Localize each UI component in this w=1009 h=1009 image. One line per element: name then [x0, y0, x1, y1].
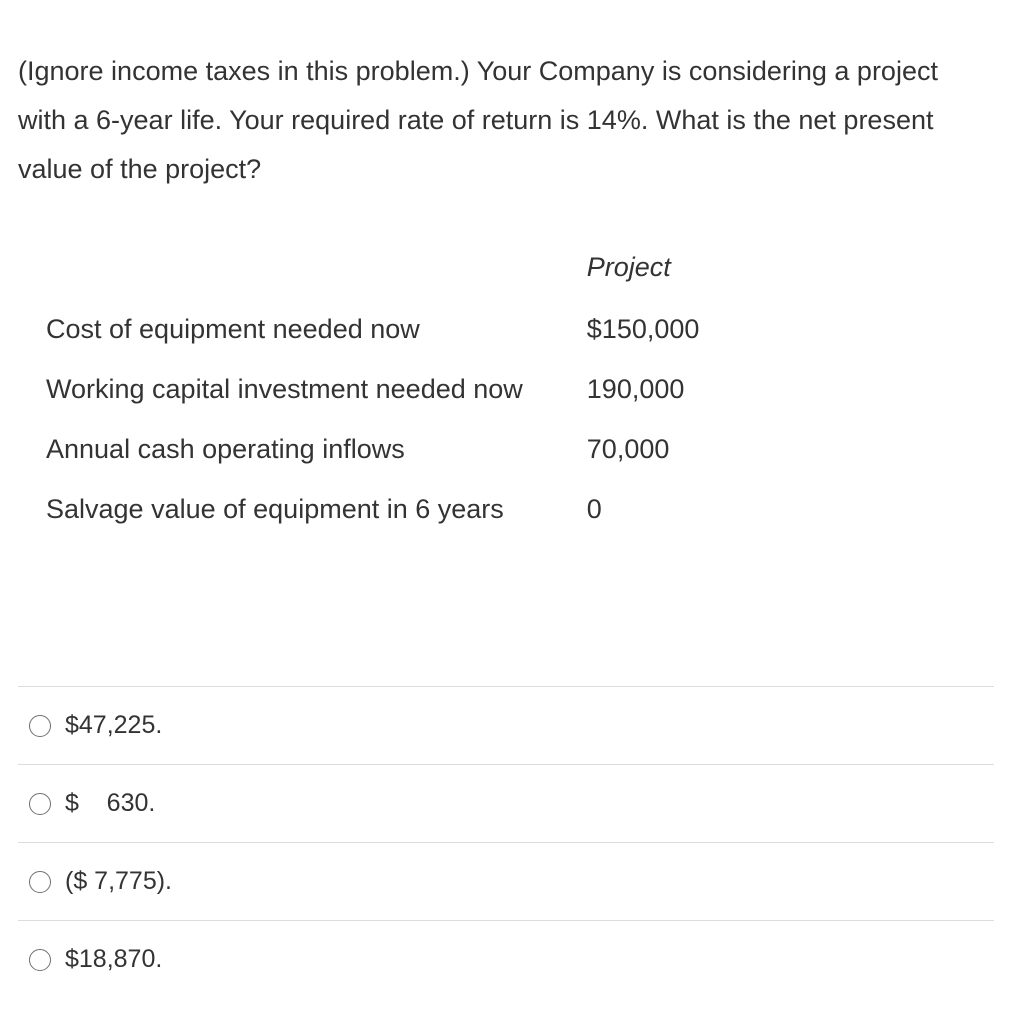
choice-label: $ 630.: [65, 789, 156, 817]
table-row: [30, 479, 715, 539]
choice-label: $47,225.: [65, 711, 163, 739]
table-row: [30, 299, 715, 359]
answer-choice-b[interactable]: [18, 764, 994, 842]
row-label: Salvage value of equipment in 6 years: [46, 493, 504, 524]
table-header-row: [30, 235, 715, 299]
answer-choice-c[interactable]: [18, 842, 994, 920]
row-value: 190,000: [586, 373, 685, 404]
answer-choice-a[interactable]: [18, 686, 994, 764]
row-label: Working capital investment needed now: [46, 373, 523, 404]
radio-button[interactable]: [29, 871, 51, 893]
row-value: 0: [586, 493, 602, 524]
row-value: $150,000: [586, 313, 700, 344]
table-row: [30, 419, 715, 479]
choice-label: $18,870.: [65, 945, 163, 973]
answer-choice-d[interactable]: [18, 920, 994, 998]
project-column-header: Project: [586, 251, 671, 282]
choice-label: ($ 7,775).: [65, 867, 173, 895]
radio-button[interactable]: [29, 715, 51, 737]
answer-choices: [18, 686, 994, 998]
row-label: Annual cash operating inflows: [46, 433, 405, 464]
table-row: [30, 359, 715, 419]
project-data-table: [30, 235, 715, 539]
radio-button[interactable]: [29, 793, 51, 815]
radio-button[interactable]: [29, 949, 51, 971]
row-label: Cost of equipment needed now: [46, 313, 420, 344]
row-label-header: [30, 235, 539, 299]
question-text: (Ignore income taxes in this problem.) Your Company is considering a project with a 6-year life. Your required rate of return is 14%. What is the net present value of the project?: [18, 56, 938, 184]
row-value: 70,000: [586, 433, 670, 464]
